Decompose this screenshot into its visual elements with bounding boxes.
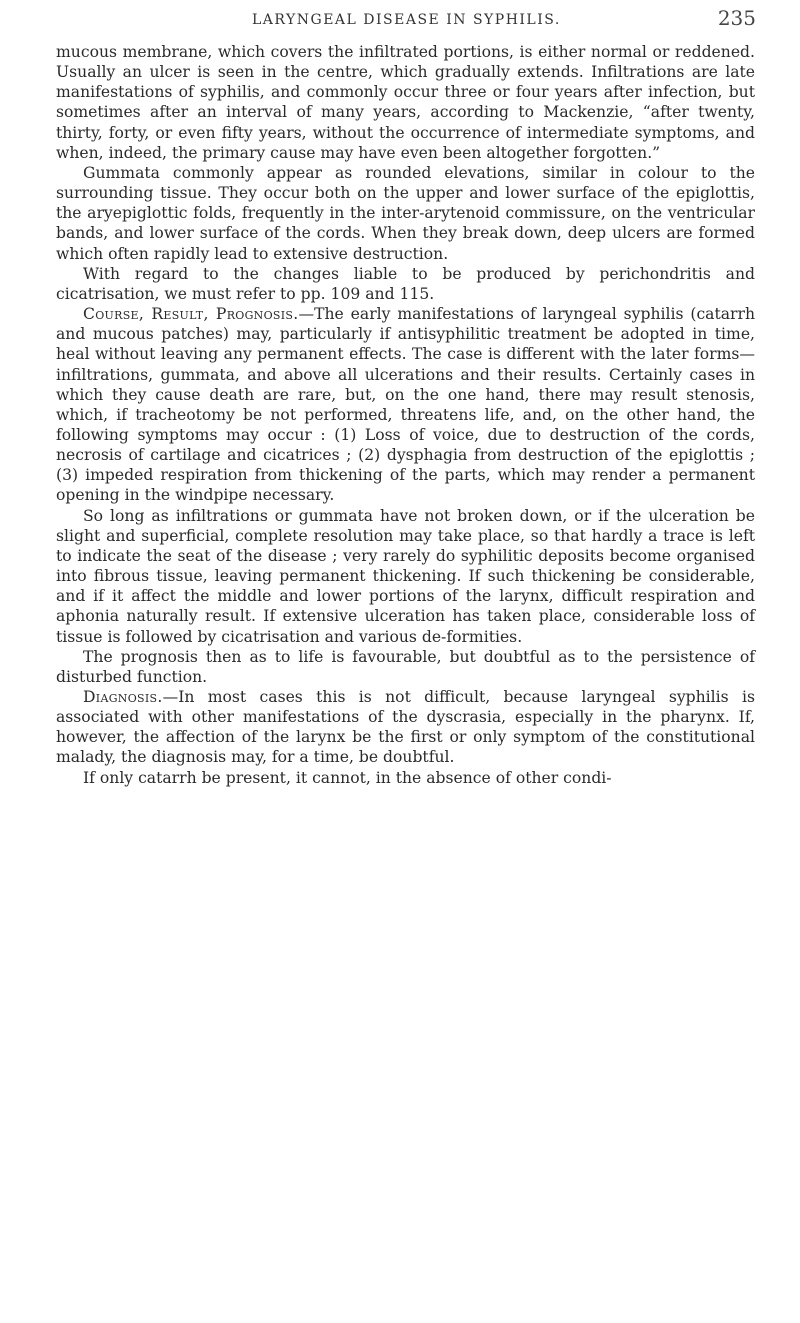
paragraph-course xyxy=(56,304,755,506)
paragraph-perichondritis-ref: With regard to the changes liable to be produced by perichondritis and cicatrisation, we must refer to pp. 109 and 115. xyxy=(56,264,755,303)
page-body xyxy=(56,42,755,788)
paragraph-prognosis: The prognosis then as to life is favourable, but doubtful as to the persistence of disturbed function. xyxy=(56,647,755,686)
section-heading-course: Course, Result, Prognosis. xyxy=(83,305,299,324)
paragraph-gummata: Gummata commonly appear as rounded elevations, similar in colour to the surrounding tissue. They occur both on the upper and lower surface of the epiglottis, the aryepiglottic folds, frequently in the inter-arytenoid commissure, on the ventricular bands, and lower surface of the cords. When they break down, deep ulcers are formed which often rapidly lead to extensive destruction. xyxy=(56,163,755,263)
paragraph-infiltrations-cont: mucous membrane, which covers the infiltrated portions, is either normal or reddened. Usually an ulcer is seen in the centre, which gradually extends. Infiltrations are late manifestations of syphilis, and commonly occur three or four years after infection, but sometimes after an interval of many years, according to Mackenzie, “after twenty, thirty, forty, or even fifty years, without the occurrence of intermediate symptoms, and when, indeed, the primary cause may have even been altogether forgotten.” xyxy=(56,43,755,162)
paragraph-resolution: So long as infiltrations or gummata have not broken down, or if the ulceration be slight and superficial, complete resolution may take place, so that hardly a trace is left to indicate the seat of the disease ; very rarely do syphilitic deposits become organised into fibrous tissue, leaving permanent thickening. If such thickening be considerable, and if it affect the middle and lower portions of the larynx, difficult respiration and aphonia naturally result. If extensive ulceration has taken place, considerable loss of tissue is followed by cicatrisation and various de-formities. xyxy=(56,506,755,646)
section-heading-diagnosis: Diagnosis. xyxy=(83,688,163,706)
paragraph-course-text: —The early manifestations of laryngeal syphilis (catarrh and mucous patches) may, particularly if antisyphilitic treatment be adopted in time, heal without leaving any permanent effects. The case is different with the later forms—infiltrations, gummata, and above all ulcerations and their results. Certainly cases in which they cause death are rare, but, on the one hand, there may result stenosis, which, if tracheotomy be not performed, threatens life, and, on the other hand, the following symptoms may occur : (1) Loss of voice, due to destruction of the cords, necrosis of cartilage and cicatrices ; (2) dysphagia from destruction of the epiglottis ; (3) impeded respiration from thickening of the parts, which may render a permanent opening in the windpipe necessary. xyxy=(56,305,755,505)
page-header xyxy=(56,6,756,36)
running-title: LARYNGEAL DISEASE IN SYPHILIS. xyxy=(252,12,561,28)
page-number: 235 xyxy=(717,6,756,30)
paragraph-diagnosis-text: —In most cases this is not difficult, because laryngeal syphilis is associated with other manifestations of the dyscrasia, especially in the pharynx. If, however, the affection of the larynx be the first or only symptom of the constitutional malady, the diagnosis may, for a time, be doubtful. xyxy=(56,688,755,767)
paragraph-diagnosis xyxy=(56,687,755,768)
paragraph-catarrh: If only catarrh be present, it cannot, in the absence of other condi- xyxy=(83,768,612,787)
